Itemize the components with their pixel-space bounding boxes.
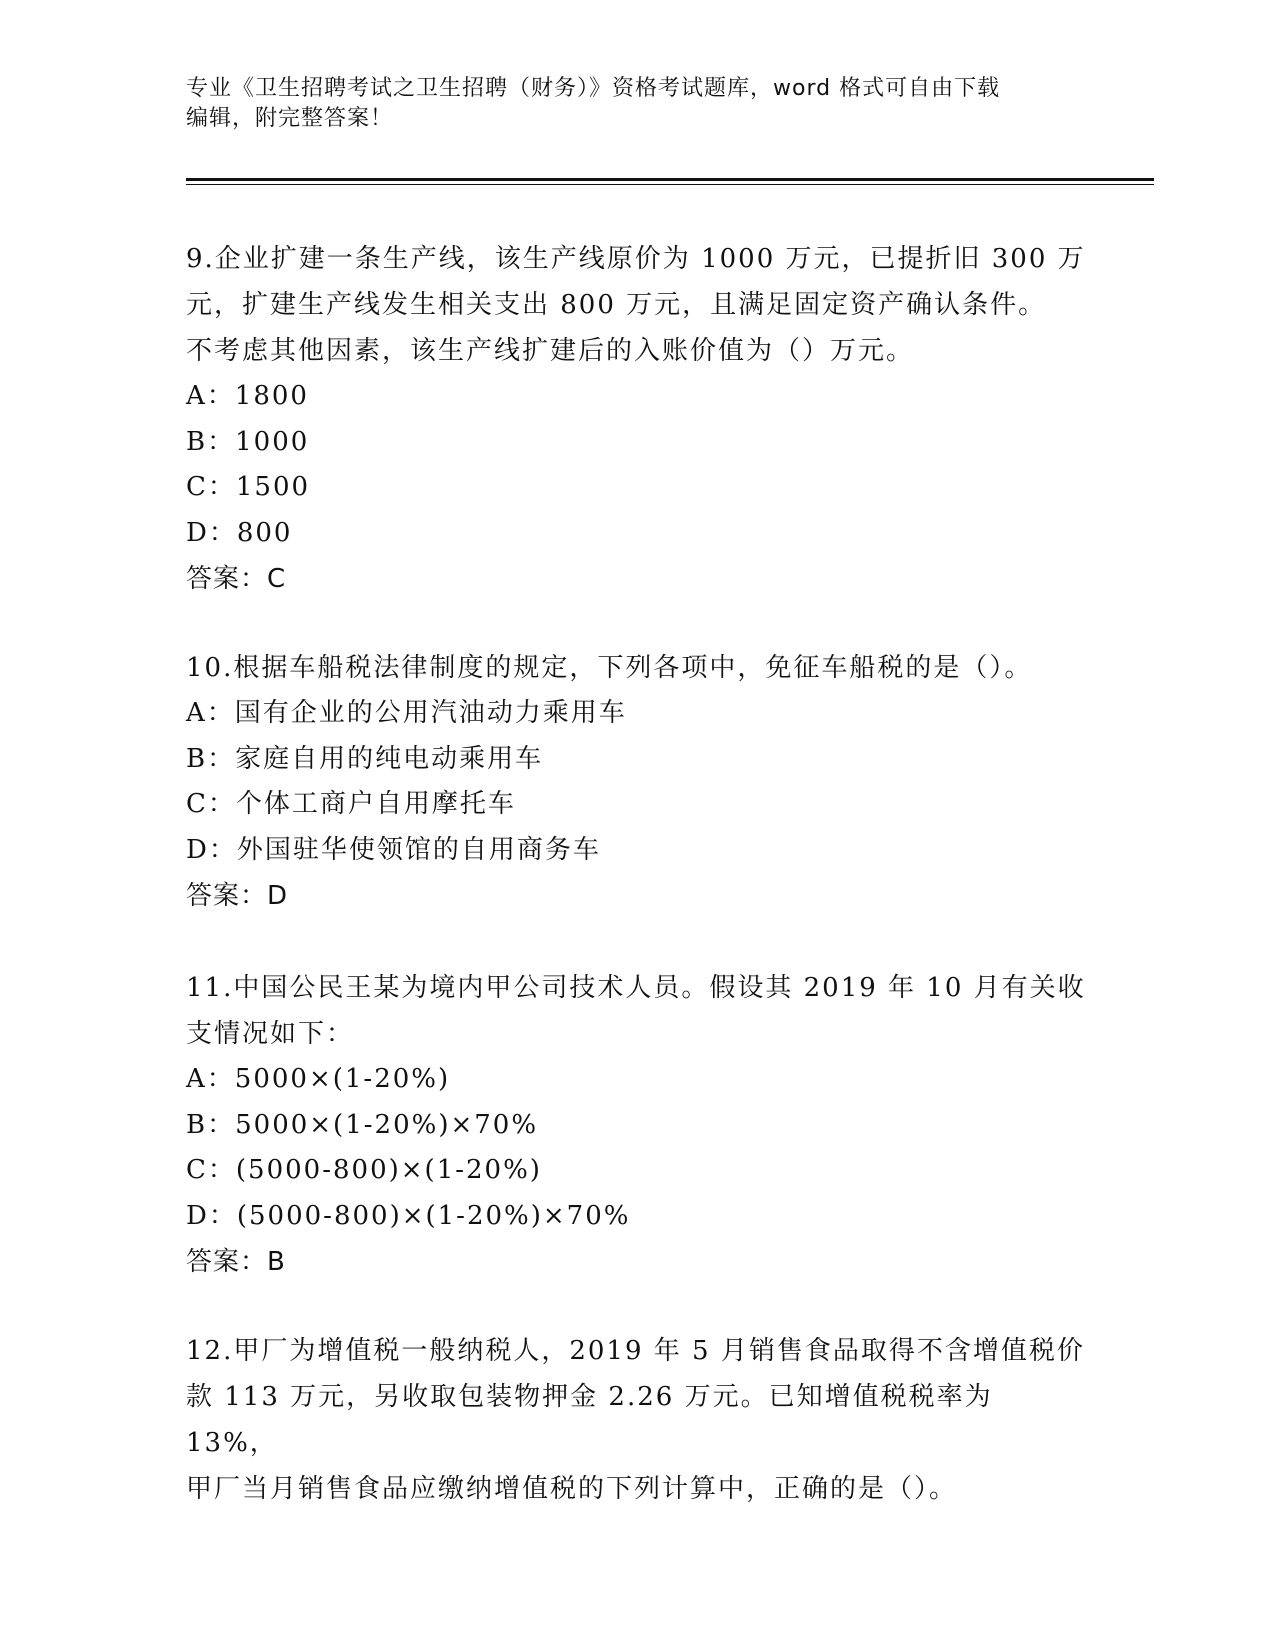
question-stem: [186, 965, 1086, 1057]
stem-line: 不考虑其他因素，该生产线扩建后的入账价值为（）万元。: [186, 336, 915, 366]
option-c: C：(5000-800)×(1-20%): [186, 1155, 542, 1185]
header-line-2: 编辑，附完整答案！: [186, 106, 394, 131]
option-d: D：外国驻华使领馆的自用商务车: [186, 834, 601, 865]
question-stem: [186, 645, 1086, 691]
answer-line: 答案：B: [186, 1247, 286, 1277]
document-header: [186, 74, 1086, 134]
header-divider-thin: [186, 184, 1154, 185]
header-divider-thick: [186, 178, 1154, 181]
option-c: C：个体工商户自用摩托车: [186, 789, 516, 819]
stem-line: 11.中国公民王某为境内甲公司技术人员。假设其 2019 年 10 月有关收: [186, 973, 1086, 1003]
option-a: A：5000×(1-20%): [186, 1064, 451, 1094]
header-line-1: 专业《卫生招聘考试之卫生招聘（财务）》资格考试题库，word 格式可自由下载: [186, 76, 1001, 101]
option-b: B：家庭自用的纯电动乘用车: [186, 743, 544, 774]
stem-line: 9.企业扩建一条生产线，该生产线原价为 1000 万元，已提折旧 300 万: [186, 244, 1086, 274]
question-stem: [186, 236, 1086, 374]
option-d: D：(5000-800)×(1-20%)×70%: [186, 1200, 631, 1231]
option-c: C：1500: [186, 472, 311, 502]
stem-line: 甲厂当月销售食品应缴纳增值税的下列计算中，正确的是（）。: [186, 1474, 958, 1504]
answer-line: 答案：C: [186, 564, 287, 594]
question-12: [186, 1328, 1086, 1512]
stem-line: 10.根据车船税法律制度的规定，下列各项中，免征车船税的是（）。: [186, 653, 1033, 683]
question-11: [186, 965, 1086, 1285]
option-d: D：800: [186, 517, 293, 548]
question-10: [186, 645, 1086, 919]
question-stem: [186, 1328, 1086, 1512]
stem-line: 元，扩建生产线发生相关支出 800 万元，且满足固定资产确认条件。: [186, 290, 1047, 320]
answer-line: 答案：D: [186, 881, 289, 911]
stem-line: 支情况如下：: [186, 1019, 355, 1049]
question-9: [186, 236, 1086, 602]
option-a: A：国有企业的公用汽油动力乘用车: [186, 698, 627, 728]
option-b: B：5000×(1-20%)×70%: [186, 1109, 539, 1140]
option-a: A：1800: [186, 381, 309, 411]
stem-line: 款 113 万元，另收取包装物押金 2.26 万元。已知增值税税率为 13%，: [186, 1382, 993, 1458]
stem-line: 12.甲厂为增值税一般纳税人，2019 年 5 月销售食品取得不含增值税价: [186, 1336, 1085, 1366]
option-b: B：1000: [186, 426, 310, 457]
